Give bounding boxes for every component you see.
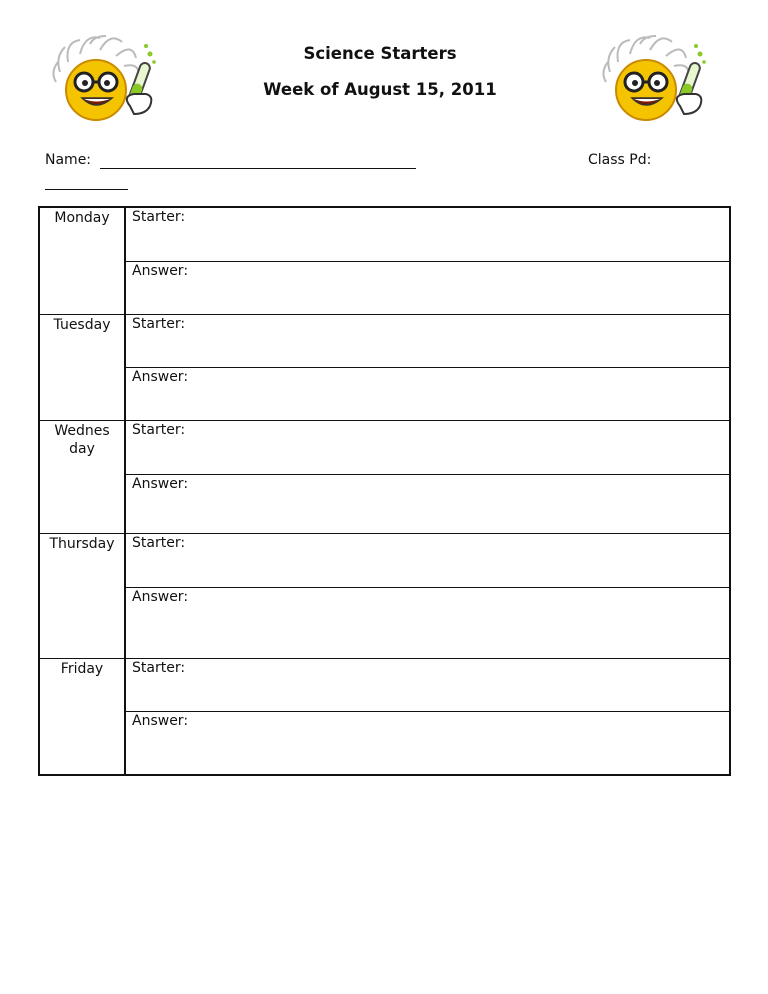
name-field[interactable] [100,168,416,169]
day-label: Wednesday [54,422,110,457]
starter-label: Starter: [132,421,186,438]
starter-cell[interactable] [125,314,730,367]
day-cell-wednesday [39,420,125,533]
day-label: Tuesday [53,316,111,333]
starter-cell[interactable] [125,533,730,587]
page-title: Science Starters [303,44,457,63]
starter-label: Starter: [132,209,186,225]
starter-cell[interactable] [125,207,730,261]
answer-cell[interactable] [125,474,730,533]
day-cell-thursday [39,533,125,658]
class-period-field[interactable] [45,189,128,190]
answer-cell[interactable] [125,587,730,658]
answer-label: Answer: [132,262,189,279]
day-label: Friday [60,660,104,677]
starter-cell[interactable] [125,420,730,474]
day-cell-tuesday [39,314,125,420]
day-cell-friday [39,658,125,775]
answer-label: Answer: [132,475,189,492]
name-label: Name: [45,152,92,168]
answer-cell[interactable] [125,261,730,314]
class-period-label: Class Pd: [588,152,652,168]
day-label: Monday [54,210,110,226]
answer-label: Answer: [132,588,189,605]
answer-label: Answer: [132,712,189,729]
starter-cell[interactable] [125,658,730,711]
starter-label: Starter: [132,315,186,332]
day-cell-monday [39,207,125,314]
weekly-starter-table [38,206,731,776]
answer-cell[interactable] [125,367,730,420]
day-label: Thursday [49,535,115,552]
starter-label: Starter: [132,659,186,676]
answer-cell[interactable] [125,711,730,775]
page-subtitle: Week of August 15, 2011 [263,80,497,99]
answer-label: Answer: [132,368,189,385]
starter-label: Starter: [132,534,186,551]
